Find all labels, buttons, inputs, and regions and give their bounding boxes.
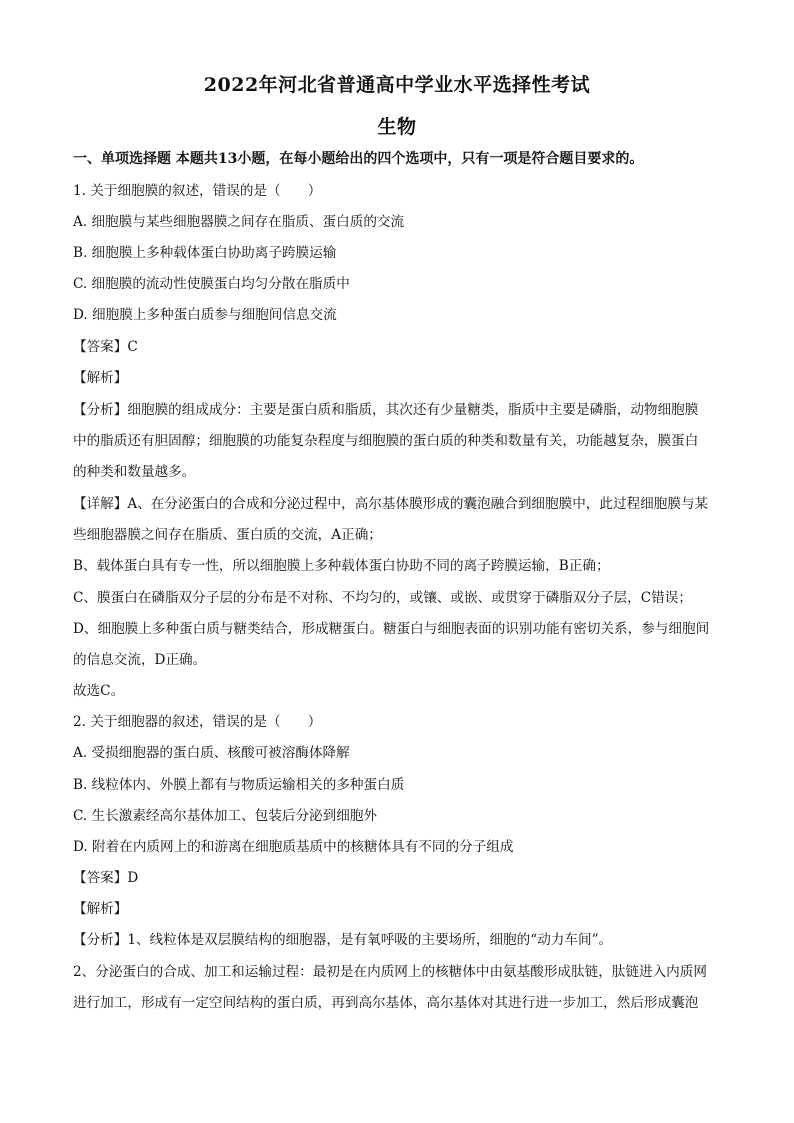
question-1-detail-line: B、载体蛋白具有专一性，所以细胞膜上多种载体蛋白协助不同的离子跨膜运输，B正确；	[73, 558, 610, 574]
question-1-stem: 1. 关于细胞膜的叙述，错误的是（ ）	[73, 183, 322, 199]
question-2-option-a: A. 受损细胞器的蛋白质、核酸可被溶酶体降解	[73, 745, 350, 761]
question-2-option-c: C. 生长激素经高尔基体加工、包装后分泌到细胞外	[73, 808, 378, 824]
question-1-answer: 【答案】C	[73, 339, 138, 355]
question-2-analysis-line: 【分析】1、线粒体是双层膜结构的细胞器，是有氧呼吸的主要场所，细胞的“动力车间”。	[73, 932, 613, 948]
question-1-detail-line: 些细胞器膜之间存在脂质、蛋白质的交流，A正确；	[73, 527, 382, 543]
question-1-option-b: B. 细胞膜上多种载体蛋白协助离子跨膜运输	[73, 245, 337, 261]
question-2-stem: 2. 关于细胞器的叙述，错误的是（ ）	[73, 714, 322, 730]
question-1-analysis-line: 【分析】细胞膜的组成成分：主要是蛋白质和脂质，其次还有少量糖类，脂质中主要是磷脂，动物细胞膜	[73, 402, 699, 418]
question-1-detail-line: D、细胞膜上多种蛋白质与糖类结合，形成糖蛋白。糖蛋白与细胞表面的识别功能有密切关系，参与细胞间	[73, 621, 710, 637]
question-1-analysis-line: 的种类和数量越多。	[73, 464, 196, 480]
question-1-option-c: C. 细胞膜的流动性使膜蛋白均匀分散在脂质中	[73, 276, 350, 292]
question-1-analysis-label: 【解析】	[73, 370, 128, 386]
question-2-option-b: B. 线粒体内、外膜上都有与物质运输相关的多种蛋白质	[73, 777, 405, 793]
question-2-analysis-line: 2、分泌蛋白的合成、加工和运输过程：最初是在内质网上的核糖体中由氨基酸形成肽链，肽链进入内质网	[73, 964, 707, 980]
question-2-option-d: D. 附着在内质网上的和游离在细胞质基质中的核糖体具有不同的分子组成	[73, 839, 514, 855]
question-1-option-d: D. 细胞膜上多种蛋白质参与细胞间信息交流	[73, 307, 337, 323]
question-2-analysis-line: 进行加工，形成有一定空间结构的蛋白质，再到高尔基体，高尔基体对其进行进一步加工，然后形成囊泡	[73, 995, 699, 1011]
question-2-analysis-label: 【解析】	[73, 901, 128, 917]
question-1-option-a: A. 细胞膜与某些细胞器膜之间存在脂质、蛋白质的交流	[73, 214, 405, 230]
question-2-answer: 【答案】D	[73, 870, 139, 886]
question-1-detail-line: 【详解】A、在分泌蛋白的合成和分泌过程中，高尔基体膜形成的囊泡融合到细胞膜中，此过程细胞膜与某	[73, 496, 709, 512]
subject-title: 生物	[377, 116, 417, 138]
exam-title: 2022年河北省普通高中学业水平选择性考试	[203, 74, 591, 96]
section-heading: 一、单项选择题 本题共13小题，在每小题给出的四个选项中，只有一项是符合题目要求的。	[73, 151, 644, 167]
question-1-detail-line: C、膜蛋白在磷脂双分子层的分布是不对称、不均匀的，或镶、或嵌、或贯穿于磷脂双分子层，C错误；	[73, 590, 692, 606]
question-1-conclusion: 故选C。	[73, 683, 125, 699]
question-1-detail-line: 的信息交流，D正确。	[73, 652, 207, 668]
question-1-analysis-line: 中的脂质还有胆固醇；细胞膜的功能复杂程度与细胞膜的蛋白质的种类和数量有关，功能越复杂，膜蛋白	[73, 433, 699, 449]
